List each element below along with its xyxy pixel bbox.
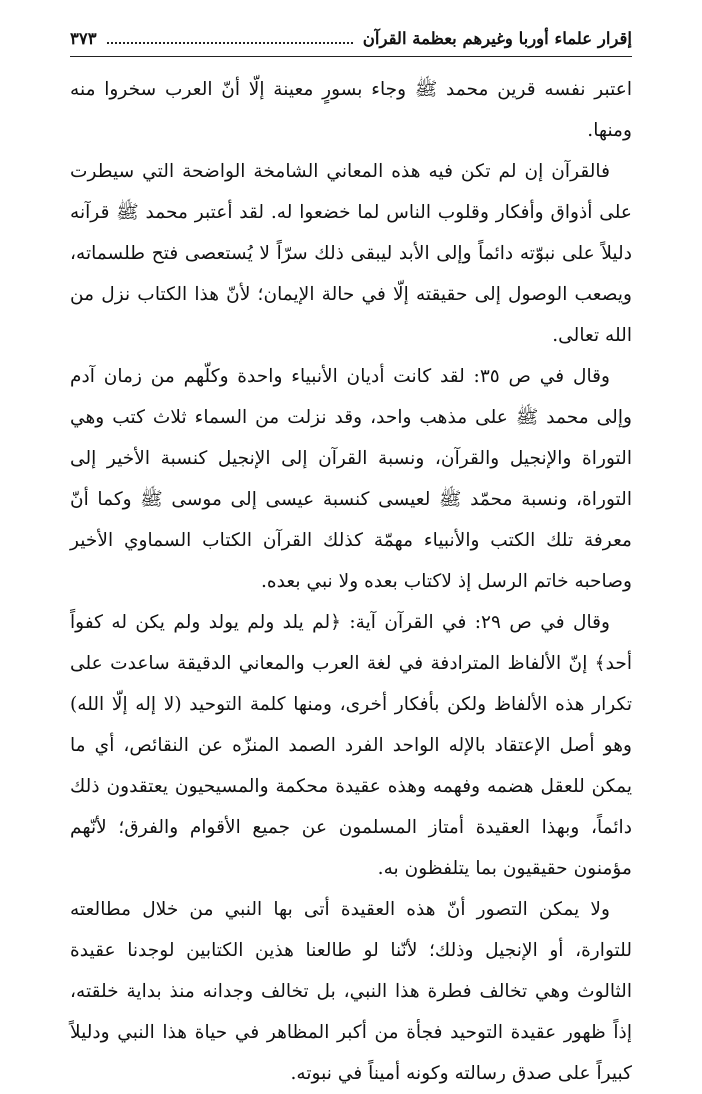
paragraph: وقال في ص ٢٩: في القرآن آية: ﴿لم يلد ولم يولد ولم يكن له كفواً أحد﴾ إنّ الألفاظ المترادفة في لغة العرب والمعاني الدقيقة ساعدت على تكرار هذه الألفاظ ولكن بأفكار أخرى، ومنها كلمة التوحيد (لا إله إلّا الله) وهو أصل الإعتقاد بالإله الواحد الفرد الصمد المنزّه عن النقائص، أي ما يمكن للعقل هضمه وفهمه وهذه عقيدة محكمة والمسيحيون يعتقدون ذلك دائماً، وبهذا العقيدة أمتاز المسلمون عن جميع الأقوام والفرق؛ لأنّهم مؤمنون حقيقيون بما يتلفظون به. [70,612,632,879]
header-dot-leader [107,42,353,44]
running-header [70,28,632,50]
body-text [70,69,632,1094]
paragraph: فالقرآن إن لم تكن فيه هذه المعاني الشامخة الواضحة التي سيطرت على أذواق وأفكار وقلوب الناس لما خضعوا له. لقد أعتبر محمد ﷺ قرآنه دليلاً على نبوّته دائماً وإلى الأبد ليبقى ذلك سرّاً لا يُستعصى فتح طلسماته، ويصعب الوصول إلى حقيقته إلّا في حالة الإيمان؛ لأنّ هذا الكتاب نزل من الله تعالى. [70,161,632,346]
page-number: ٣٧٣ [70,29,97,48]
paragraph: وقال في ص ٣٥: لقد كانت أديان الأنبياء واحدة وكلّهم من زمان آدم وإلى محمد ﷺ على مذهب واحد، وقد نزلت من السماء ثلاث كتب وهي التوراة والإنجيل والقرآن، ونسبة القرآن إلى الإنجيل كنسبة الأخير إلى التوراة، ونسبة محمّد ﷺ لعيسى كنسبة عيسى إلى موسى ﷺ وكما أنّ معرفة تلك الكتب والأنبياء مهمّة كذلك القرآن الكتاب السماوي الأخير وصاحبه خاتم الرسل إذ لاكتاب بعده ولا نبي بعده. [70,366,632,592]
header-divider [70,56,632,57]
running-header-title: إقرار علماء أوربا وغيرهم بعظمة القرآن [362,29,632,48]
paragraph: ولا يمكن التصور أنّ هذه العقيدة أتى بها النبي من خلال مطالعته للتوارة، أو الإنجيل وذلك؛ لأنّنا لو طالعنا هذين الكتابين لوجدنا عقيدة الثالوث وهي تخالف فطرة هذا النبي، بل تخالف وجدانه منذ بداية خلقته، إذاً ظهور عقيدة التوحيد فجأة من أكبر المظاهر في حياة هذا النبي ودليلاً كبيراً على صدق رسالته وكونه أميناً في نبوته. [70,899,632,1084]
paragraph: اعتبر نفسه قرين محمد ﷺ وجاء بسورٍ معينة إلّا أنّ العرب سخروا منه ومنها. [70,79,632,141]
